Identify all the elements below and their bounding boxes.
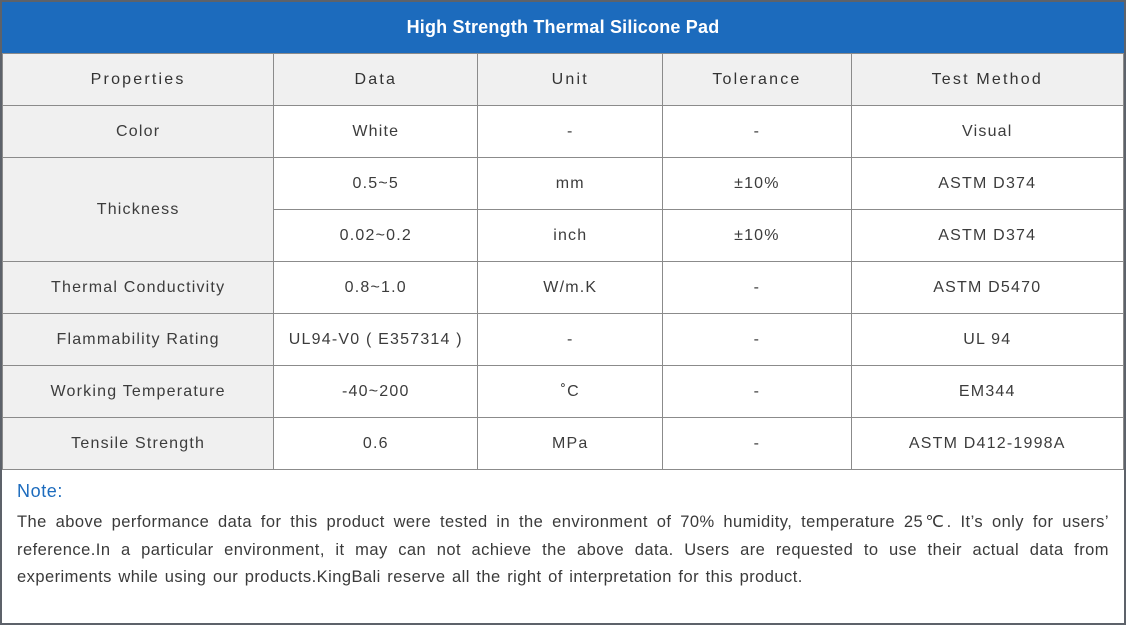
cell-tensile-strength-method: ASTM D412-1998A (851, 418, 1123, 470)
cell-thermal-conductivity-data: 0.8~1.0 (274, 262, 478, 314)
column-header-tolerance: Tolerance (663, 54, 851, 106)
page-title: High Strength Thermal Silicone Pad (406, 17, 720, 37)
table-row-thermal-conductivity (3, 262, 1124, 314)
table-row-color (3, 106, 1124, 158)
cell-working-temperature-method: EM344 (851, 366, 1123, 418)
cell-thickness-mm-data: 0.5~5 (274, 158, 478, 210)
cell-thickness-inch-unit: inch (478, 210, 663, 262)
title-bar (2, 2, 1124, 53)
cell-flammability-property: Flammability Rating (3, 314, 274, 366)
cell-color-unit: - (478, 106, 663, 158)
cell-color-tolerance: - (663, 106, 851, 158)
note-text: The above performance data for this product were tested in the environment of 70% humidity, temperature 25℃. It’s only for users’ reference.In a particular environment, it may can not achieve the above data. Users are requested to use their actual data from experiments while using our products.KingBali reserve all the right of interpretation for this product. (17, 513, 1109, 586)
spec-table (2, 53, 1124, 470)
table-row-flammability-rating (3, 314, 1124, 366)
table-row-working-temperature (3, 366, 1124, 418)
cell-color-method: Visual (851, 106, 1123, 158)
cell-thermal-conductivity-method: ASTM D5470 (851, 262, 1123, 314)
cell-working-temperature-data: -40~200 (274, 366, 478, 418)
cell-tensile-strength-unit: MPa (478, 418, 663, 470)
cell-tensile-strength-property: Tensile Strength (3, 418, 274, 470)
note-label: Note: (17, 481, 64, 501)
cell-thickness-property: Thickness (3, 158, 274, 262)
cell-tensile-strength-tolerance: - (663, 418, 851, 470)
column-header-data: Data (274, 54, 478, 106)
cell-thermal-conductivity-tolerance: - (663, 262, 851, 314)
column-header-test-method: Test Method (851, 54, 1123, 106)
cell-working-temperature-tolerance: - (663, 366, 851, 418)
cell-thickness-mm-method: ASTM D374 (851, 158, 1123, 210)
cell-flammability-method: UL 94 (851, 314, 1123, 366)
table-row-tensile-strength (3, 418, 1124, 470)
cell-thickness-mm-tolerance: ±10% (663, 158, 851, 210)
note-section (2, 470, 1124, 623)
cell-tensile-strength-data: 0.6 (274, 418, 478, 470)
column-header-properties: Properties (3, 54, 274, 106)
table-row-thickness-mm (3, 158, 1124, 210)
cell-thickness-inch-method: ASTM D374 (851, 210, 1123, 262)
cell-working-temperature-property: Working Temperature (3, 366, 274, 418)
cell-thermal-conductivity-property: Thermal Conductivity (3, 262, 274, 314)
cell-flammability-data: UL94-V0 ( E357314 ) (274, 314, 478, 366)
header-row (3, 54, 1124, 106)
cell-color-property: Color (3, 106, 274, 158)
column-header-unit: Unit (478, 54, 663, 106)
cell-working-temperature-unit: ˚C (478, 366, 663, 418)
cell-thermal-conductivity-unit: W/m.K (478, 262, 663, 314)
cell-color-data: White (274, 106, 478, 158)
cell-thickness-inch-data: 0.02~0.2 (274, 210, 478, 262)
cell-thickness-inch-tolerance: ±10% (663, 210, 851, 262)
cell-flammability-tolerance: - (663, 314, 851, 366)
cell-flammability-unit: - (478, 314, 663, 366)
cell-thickness-mm-unit: mm (478, 158, 663, 210)
